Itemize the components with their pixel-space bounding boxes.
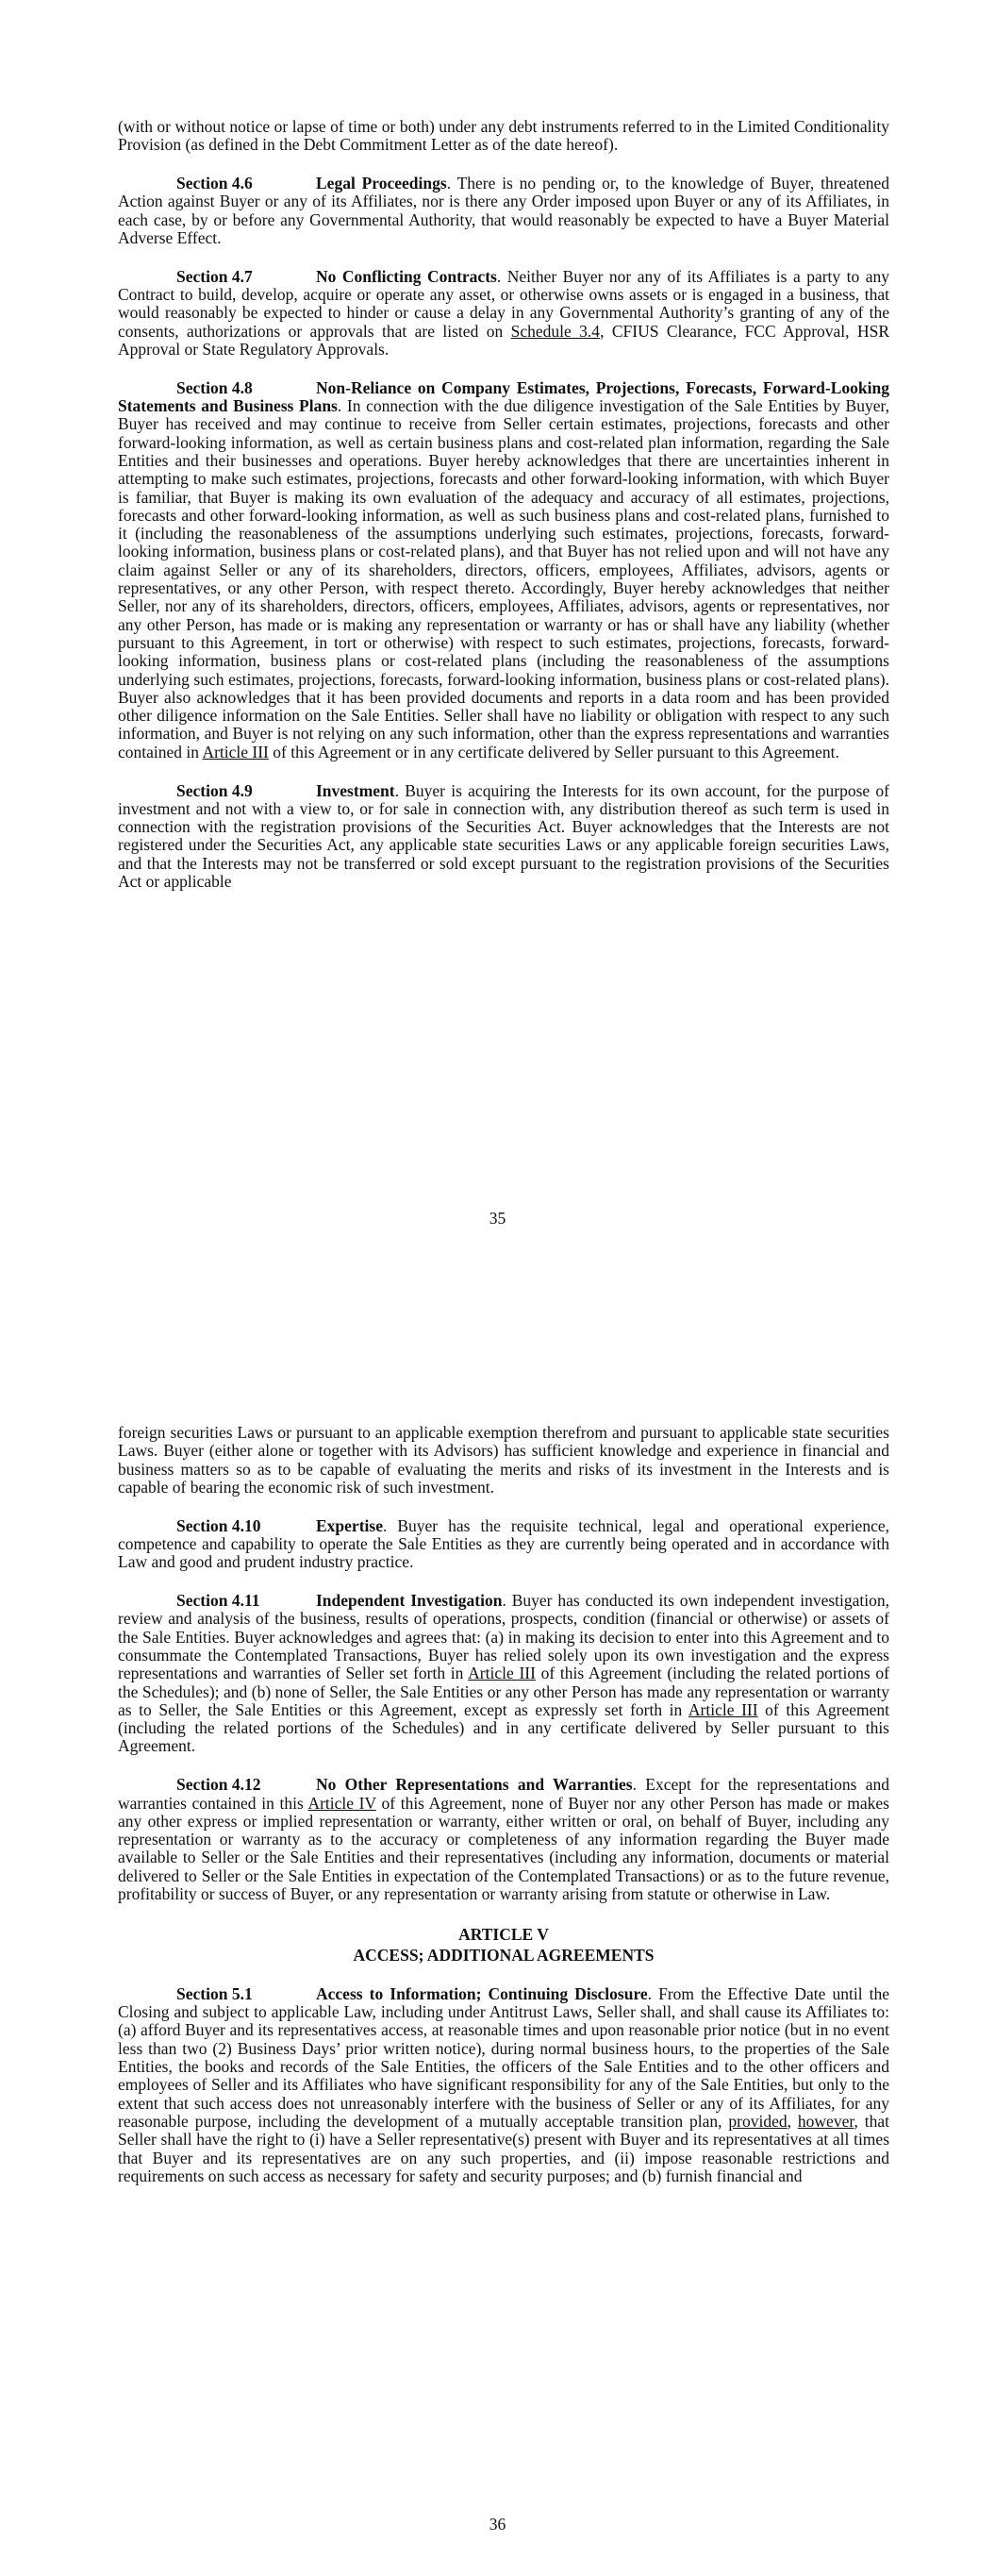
section-title: Investment bbox=[316, 780, 395, 800]
section-number: Section 4.7 bbox=[176, 266, 253, 286]
article-number: ARTICLE V bbox=[458, 1924, 549, 1944]
section-title: Access to Information; Continuing Disclosure bbox=[316, 1983, 648, 2003]
section-number: Section 5.1 bbox=[176, 1983, 253, 2003]
section-4-6 bbox=[118, 175, 889, 247]
article-title: ACCESS; ADDITIONAL AGREEMENTS bbox=[353, 1945, 655, 1965]
section-text: . Buyer is acquiring the Interests for its own account, for the purpose of investment and not with a view to, or for sale in connection with, any distribution thereof as such term is used in connection with the registration provisions of the Securities Act. Buyer acknowledges that the Interests are not registered under the Securities Act, any applicable state securities Laws or any applicable foreign securities Laws, and that the Interests may not be transferred or sold except pursuant to the registration provisions of the Securities Act or applicable bbox=[118, 780, 889, 891]
section-4-10 bbox=[118, 1517, 889, 1572]
section-text: . Buyer has the requisite technical, legal and operational experience, competence and capability to operate the Sale Entities as they are currently being operated and in accordance with Law and good and prudent industry practice. bbox=[118, 1515, 889, 1572]
cross-reference: Article III bbox=[202, 742, 269, 761]
section-number: Section 4.9 bbox=[176, 780, 253, 800]
section-text: of this Agreement (including the related portions of the Schedules); and (b) none of Seller, the Sale Entities or any other Person has made any representation or warranty as to Seller, the Sale Entities or this Agreement, except as expressly set forth in bbox=[118, 1664, 889, 1719]
section-number: Section 4.6 bbox=[176, 174, 253, 193]
section-text: , CFIUS Clearance, FCC Approval, HSR Approval or State Regulatory Approvals. bbox=[118, 321, 889, 359]
proviso-term: however bbox=[797, 2111, 854, 2131]
section-title: No Conflicting Contracts bbox=[316, 266, 497, 286]
section-title: Independent Investigation bbox=[316, 1591, 503, 1611]
section-text: , that Seller shall have the right to (i) have a Seller representative(s) present with Buyer and its representatives at all times that Buyer and its representatives are on any such properties, and (ii) impose reasonable restrictions and requirements on such access as necessary for safety and security purposes; and (b) furnish financial and bbox=[118, 2111, 890, 2185]
section-title: Non-Reliance on Company Estimates, Projections, Forecasts, Forward-Looking Statements and Business Plans bbox=[118, 377, 889, 416]
section-text: of this Agreement (including the related portions of the Schedules) and in any certificate delivered by Seller pursuant to this Agreement. bbox=[118, 1699, 889, 1756]
section-4-8 bbox=[118, 379, 889, 761]
page-body bbox=[118, 118, 889, 912]
cross-reference: Article III bbox=[688, 1699, 758, 1719]
section-text: of this Agreement, none of Buyer nor any other Person has made or makes any other express or implied representation or warranty, either written or oral, on behalf of Buyer, including any representation or warranty as to the accuracy or completeness of any information regarding the Buyer made available to Seller or the Sale Entities and their representatives (including any information, documents or material delivered to Seller or the Sale Entities in expectation of the Contemplated Transactions) or as to the future revenue, profitability or success of Buyer, or any representation or warranty arising from statute or otherwise in Law. bbox=[118, 1793, 889, 1904]
section-5-1 bbox=[118, 1985, 889, 2185]
continuation-paragraph: foreign securities Laws or pursuant to an applicable exemption therefrom and pursuant to applicable state securities Laws. Buyer (either alone or together with its Advisors) has sufficient knowledge and experience in financial and business matters so as to be capable of evaluating the merits and risks of its investment in the Interests and is capable of bearing the economic risk of such investment. bbox=[118, 1423, 889, 1497]
section-text: . In connection with the due diligence investigation of the Sale Entities by Buyer, Buyer has received and may continue to receive from Seller certain estimates, projections, forecasts and other forward-looking information, as well as certain business plans and cost-related plan information, regarding the Sale Entities and their businesses and operations. Buyer hereby acknowledges that there are uncertainties inherent in attempting to make such estimates, projections, forecasts and other forward-looking information, with which Buyer is familiar, that Buyer is making its own evaluation of the adequacy and accuracy of all estimates, projections, forecasts and other forward-looking information, as well as such business plans and cost-related plans, furnished to it (including the reasonableness of the assumptions underlying such estimates, projections, forecasts, forward-looking information, business plans or cost-related plans), and that Buyer has not relied upon and will not have any claim against Seller or any of its shareholders, directors, officers, employees, Affiliates, advisors, agents or representatives, or any other Person, with respect thereto. Accordingly, Buyer hereby acknowledges that neither Seller, nor any of its shareholders, directors, officers, employees, Affiliates, advisors, agents or representatives, nor any other Person, has made or is making any representation or warranty or has or shall have any liability (whether pursuant to this Agreement, in tort or otherwise) with respect to such estimates, projections, forecasts, forward-looking information, business plans or cost-related plans (including the reasonableness of the assumptions underlying such estimates, projections, forecasts, forward-looking information, business plans or cost-related plans). Buyer also acknowledges that it has been provided documents and reports in a data room and has been provided other diligence information on the Sale Entities. Seller shall have no liability or obligation with respect to any such information, and Buyer is not relying on any such information, other than the express representations and warranties contained in bbox=[118, 396, 889, 761]
section-text: . From the Effective Date until the Closing and subject to applicable Law, including under Antitrust Laws, Seller shall, and shall cause its Affiliates to: (a) afford Buyer and its representatives access, at reasonable times and upon reasonable prior notice (but in no event less than two (2) Business Days’ prior written notice), during normal business hours, to the properties of the Sale Entities, the books and records of the Sale Entities, the officers of the Sale Entities and to the other officers and employees of Seller and its Affiliates who have significant responsibility for any of the Sale Entities, but only to the extent that such access does not unreasonably interfere with the business of Seller or any of its Affiliates, for any reasonable purpose, including the development of a mutually acceptable transition plan, bbox=[118, 1983, 890, 2131]
cross-reference: Schedule 3.4 bbox=[510, 321, 601, 341]
cross-reference: Article IV bbox=[307, 1793, 376, 1813]
section-4-7 bbox=[118, 268, 889, 359]
proviso-term: provided bbox=[728, 2111, 788, 2131]
section-number: Section 4.12 bbox=[176, 1775, 261, 1795]
section-text: . There is no pending or, to the knowledge of Buyer, threatened Action against Buyer or any of its Affiliates, nor is there any Order imposed upon Buyer or any of its Affiliates, in each case, by or before any Governmental Authority, that would reasonably be expected to have a Buyer Material Adverse Effect. bbox=[118, 174, 889, 247]
page-number: 35 bbox=[489, 1209, 506, 1228]
section-title: Expertise bbox=[316, 1515, 383, 1535]
section-4-9 bbox=[118, 782, 889, 892]
section-text: . Neither Buyer nor any of its Affiliates is a party to any Contract to build, develop, acquire or operate any asset, or otherwise owns assets or is engaged in a business, that would reasonably be expected to hinder or cause a delay in any Governmental Authority’s granting of any of the consents, authorizations or approvals that are listed on bbox=[118, 266, 890, 341]
section-title: Legal Proceedings bbox=[316, 174, 447, 193]
section-4-11 bbox=[118, 1592, 889, 1756]
article-heading bbox=[118, 1924, 889, 1965]
document-page-36 bbox=[0, 1307, 995, 2576]
section-text: of this Agreement or in any certificate delivered by Seller pursuant to this Agreement. bbox=[268, 742, 839, 761]
section-4-12 bbox=[118, 1776, 889, 1903]
section-number: Section 4.10 bbox=[176, 1515, 261, 1535]
section-text: . Buyer has conducted its own independent investigation, review and analysis of the business, results of operations, prospects, condition (financial or otherwise) or assets of the Sale Entities. Buyer acknowledges and agrees that: (a) in making its decision to enter into this Agreement and to consummate the Contemplated Transactions, Buyer has relied solely upon its own investigation and the express representations and warranties of Seller set forth in bbox=[118, 1591, 889, 1683]
section-number: Section 4.8 bbox=[176, 377, 253, 397]
page-body bbox=[118, 1424, 889, 2206]
cross-reference: Article III bbox=[468, 1664, 536, 1683]
continuation-paragraph: (with or without notice or lapse of time or both) under any debt instruments referred to in the Limited Conditionality Provision (as defined in the Debt Commitment Letter as of the date hereof). bbox=[118, 117, 889, 155]
section-number: Section 4.11 bbox=[176, 1591, 260, 1611]
section-title: No Other Representations and Warranties bbox=[316, 1775, 633, 1795]
page-number: 36 bbox=[489, 2515, 506, 2534]
section-text: . Except for the representations and warranties contained in this bbox=[118, 1775, 889, 1813]
separator: , bbox=[787, 2111, 798, 2131]
